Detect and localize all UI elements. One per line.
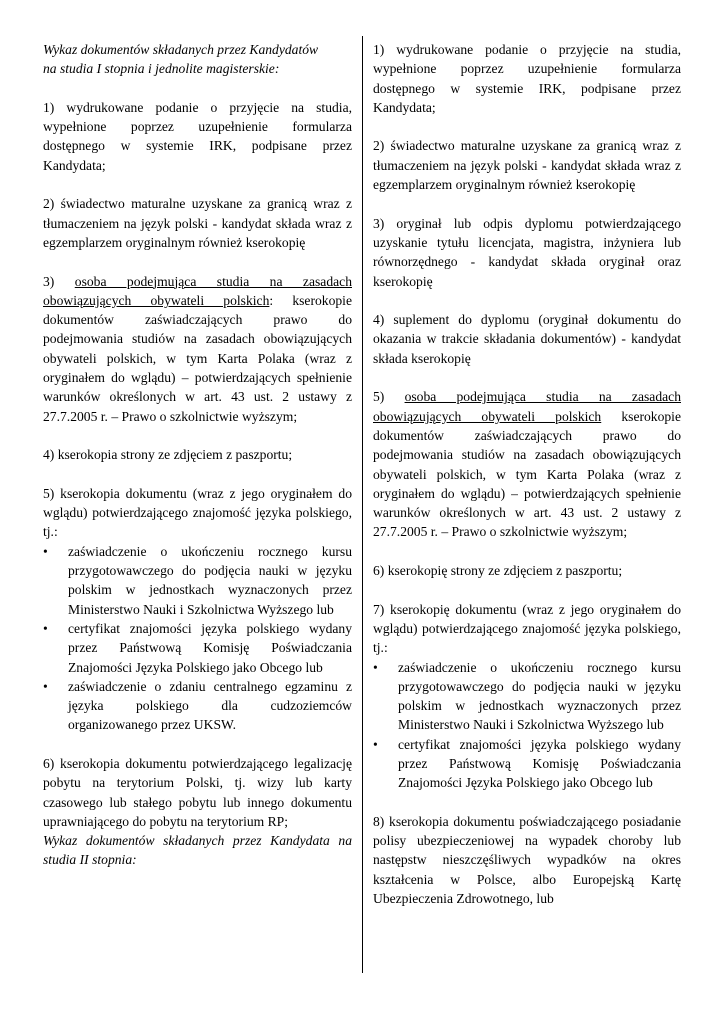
list-item-text: zaświadczenie o zdaniu centralnego egzaminu z języka polskiego dla cudzoziemców organizowanego przez UKSW. bbox=[68, 678, 352, 733]
left-item-2: 2) świadectwo maturalne uzyskane za granicą wraz z tłumaczeniem na język polski - kandydat składa wraz z egzemplarzem oryginalnym również kserokopię bbox=[43, 196, 352, 250]
list-item bbox=[43, 542, 352, 619]
list-item bbox=[43, 619, 352, 677]
left-item-5: 5) kserokopia dokumentu (wraz z jego oryginałem do wglądu) potwierdzającego znajomość języka polskiego, tj.: bbox=[43, 485, 352, 540]
list-item bbox=[373, 735, 681, 793]
list-item-text: zaświadczenie o ukończeniu rocznego kursu przygotowawczego do podjęcia nauki w języku polskim w jednostkach wyznaczonych przez Ministerstwo Nauki i Szkolnictwa Wyższego lub bbox=[398, 659, 681, 733]
heading-first-cycle bbox=[43, 40, 352, 79]
right-item-2: 2) świadectwo maturalne uzyskane za granicą wraz z tłumaczeniem na język polski - kandydat składa wraz z egzemplarzem oryginalnym również kserokopię bbox=[373, 138, 681, 193]
heading-first-cycle-line1: Wykaz dokumentów składanych przez Kandydatów bbox=[43, 42, 319, 57]
list-item bbox=[43, 677, 352, 735]
right-item-6: 6) kserokopię strony ze zdjęciem z paszportu; bbox=[373, 563, 623, 579]
left-item-5-bullet-list bbox=[43, 542, 352, 735]
column-divider bbox=[362, 36, 363, 973]
list-item-text: certyfikat znajomości języka polskiego wydany przez Państwową Komisję Poświadczania Znajomości Języka Polskiego jako Obcego lub bbox=[68, 620, 352, 675]
right-item-7-bullet-list bbox=[373, 658, 681, 793]
heading-first-cycle-line2: na studia I stopnia i jednolite magisterskie: bbox=[43, 61, 280, 77]
right-item-4: 4) suplement do dyplomu (oryginał dokumentu do okazania w trakcie składania dokumentów) - kandydat składa kserokopię bbox=[373, 312, 681, 366]
left-item-3-underlined: osoba podejmująca studia na zasadach obowiązujących obywateli polskich bbox=[43, 273, 352, 308]
list-item bbox=[373, 658, 681, 735]
left-item-3 bbox=[43, 272, 352, 426]
bullet-icon: • bbox=[373, 659, 378, 675]
bullet-icon: • bbox=[43, 543, 48, 559]
right-item-5-underlined: osoba podejmująca studia na zasadach obowiązujących obywateli polskich bbox=[373, 389, 681, 424]
bullet-icon: • bbox=[43, 620, 48, 636]
bullet-icon: • bbox=[43, 678, 48, 694]
right-item-5 bbox=[373, 387, 681, 541]
bullet-icon: • bbox=[373, 736, 378, 752]
left-item-6: 6) kserokopia dokumentu potwierdzającego legalizację pobytu na terytorium Polski, tj. wizy lub karty czasowego lub stałego pobytu lub innego dokumentu uprawniającego do pobytu na terytorium RP; bbox=[43, 755, 352, 829]
heading-second-cycle: Wykaz dokumentów składanych przez Kandydata na studia II stopnia: bbox=[43, 833, 352, 868]
list-item-text: zaświadczenie o ukończeniu rocznego kursu przygotowawczego do podjęcia nauki w języku polskim w jednostkach wyznaczonych przez Ministerstwo Nauki i Szkolnictwa Wyższego lub bbox=[68, 543, 352, 617]
left-item-3-prefix: 3) bbox=[43, 273, 75, 289]
list-item-text: certyfikat znajomości języka polskiego wydany przez Państwową Komisję Poświadczania Znajomości Języka Polskiego jako Obcego lub bbox=[398, 736, 681, 791]
right-item-3: 3) oryginał lub odpis dyplomu potwierdzającego uzyskanie tytułu licencjata, magistra, inżyniera lub równorzędnego - kandydat składa oryginał oraz kserokopię bbox=[373, 215, 681, 289]
left-item-3-rest: : kserokopie dokumentów zaświadczających prawo do podejmowania studiów na zasadach obowiązujących obywateli polskich, w tym Karta Polaka (wraz z oryginałem do wglądu) – potwierdzających spełnienie warunków określonych w art. 43 ust. 2 ustawy z 27.7.2005 r. – Prawo o szkolnictwie wyższym; bbox=[43, 292, 352, 424]
right-item-7: 7) kserokopię dokumentu (wraz z jego oryginałem do wglądu) potwierdzającego znajomość języka polskiego, tj.: bbox=[373, 601, 681, 656]
right-item-8: 8) kserokopia dokumentu poświadczającego posiadanie polisy ubezpieczeniowej na wypadek choroby lub następstw nieszczęśliwych wypadków na okres kształcenia w Polsce, albo Europejską Kartę Ubezpieczenia Zdrowotnego, lub bbox=[373, 813, 681, 907]
left-column bbox=[43, 40, 352, 870]
right-column bbox=[373, 40, 681, 908]
left-item-1: 1) wydrukowane podanie o przyjęcie na studia, wypełnione poprzez uzupełnienie formularza dostępnego w systemie IRK, podpisane przez Kandydata; bbox=[43, 99, 352, 173]
left-item-4: 4) kserokopia strony ze zdjęciem z paszportu; bbox=[43, 447, 293, 463]
right-item-5-prefix: 5) bbox=[373, 389, 405, 405]
right-item-5-rest: kserokopie dokumentów zaświadczających prawo do podejmowania studiów na zasadach obowiązujących obywateli polskich, w tym Karta Polaka (wraz z oryginałem do wglądu) – potwierdzających spełnienie warunków określonych w art. 43 ust. 2 ustawy z 27.7.2005 r. – Prawo o szkolnictwie wyższym; bbox=[373, 408, 681, 540]
right-item-1: 1) wydrukowane podanie o przyjęcie na studia, wypełnione poprzez uzupełnienie formularza dostępnego w systemie IRK, podpisane przez Kandydata; bbox=[373, 42, 681, 115]
